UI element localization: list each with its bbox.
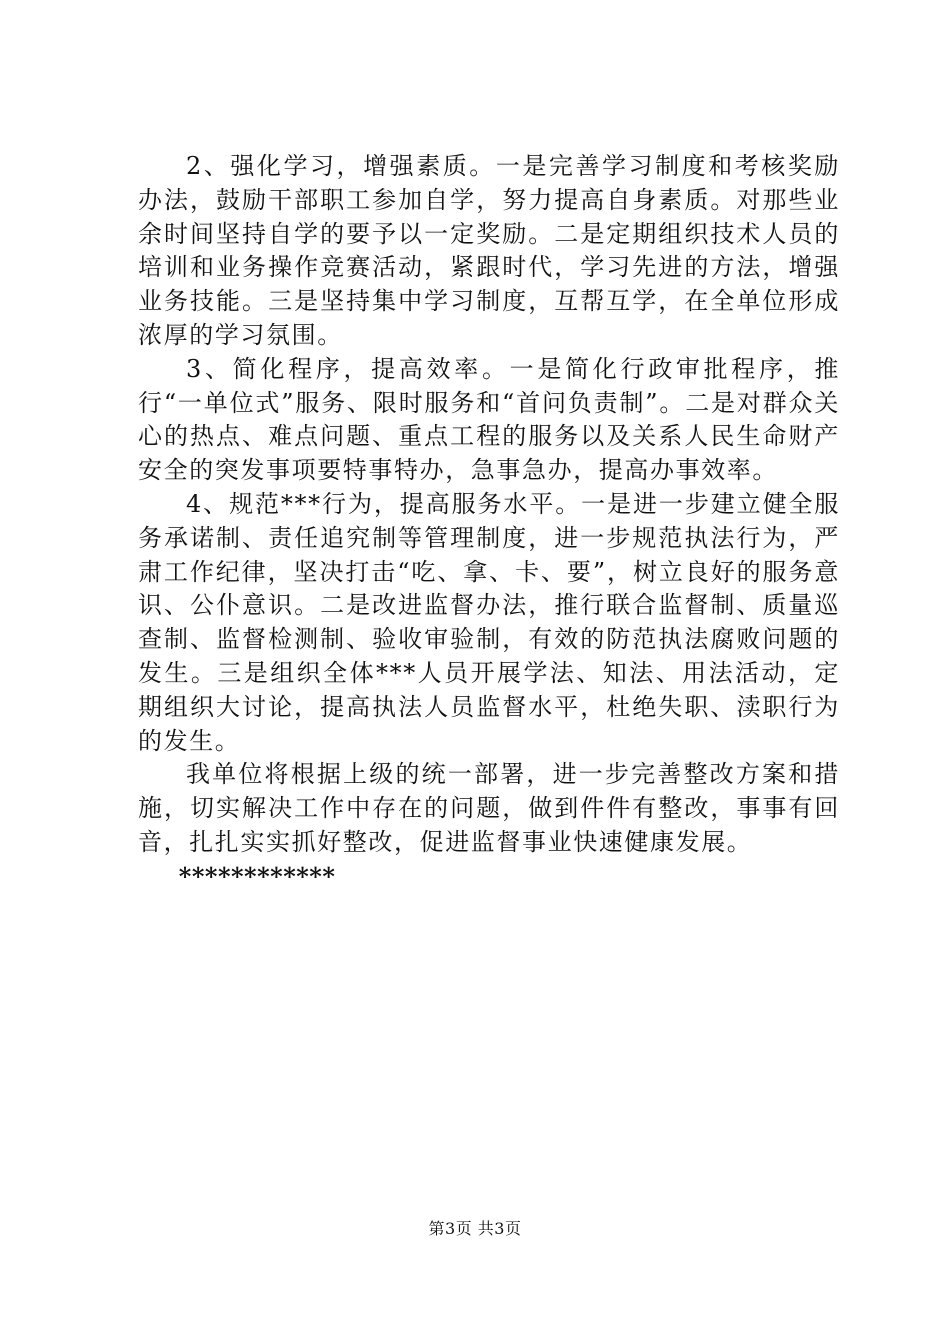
paragraph-study: 2、强化学习，增强素质。一是完善学习制度和考核奖励办法，鼓励干部职工参加自学，努力提高自身素质。对那些业余时间坚持自学的要予以一定奖励。二是定期组织技术人员的培训和业务操作竞赛活动，紧跟时代，学习先进的方法，增强业务技能。三是坚持集中学习制度，互帮互学，在全单位形成浓厚的学习氛围。 <box>138 152 840 349</box>
document-body <box>138 150 840 894</box>
paragraph-procedure: 3、简化程序，提高效率。一是简化行政审批程序，推行“一单位式”服务、限时服务和“首问负责制”。二是对群众关心的热点、难点问题、重点工程的服务以及关系人民生命财产安全的突发事项要特事特办，急事急办，提高办事效率。 <box>138 354 840 485</box>
paragraph-standardize: 4、规范***行为，提高服务水平。一是进一步建立健全服务承诺制、责任追究制等管理制度，进一步规范执法行为，严肃工作纪律，坚决打击“吃、拿、卡、要”，树立良好的服务意识、公仆意识。二是改进监督办法，推行联合监督制、质量巡查制、监督检测制、验收审验制，有效的防范执法腐败问题的发生。三是组织全体***人员开展学法、知法、用法活动，定期组织大讨论，提高执法人员监督水平，杜绝失职、渎职行为的发生。 <box>138 489 840 755</box>
page-footer: 第3页 共3页 <box>428 1219 522 1238</box>
signature-line: ************ <box>178 861 336 891</box>
paragraph-conclusion: 我单位将根据上级的统一部署，进一步完善整改方案和措施，切实解决工作中存在的问题，做到件件有整改，事事有回音，扎扎实实抓好整改，促进监督事业快速健康发展。 <box>138 760 840 856</box>
